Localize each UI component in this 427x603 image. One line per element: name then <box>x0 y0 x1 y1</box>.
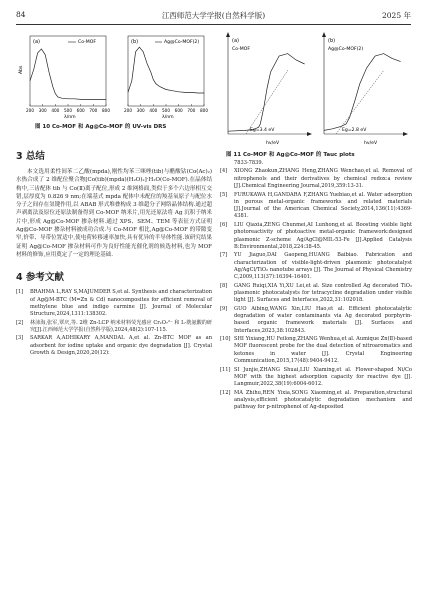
reference-text: MA Zhihu,REN Yixia,SONG Xiaoming,et al. Preparation,structural analysis,efficient photocatalytic degradation mechanism and pathway for p-nitrophenol of Ag-deposited <box>234 389 412 411</box>
reference-text: FURUKAWA H,GANDARA F,ZHANG Yuebiao,et al. Water adsorption in porous metal-organic frameworks and related materials [J].Journal of the American Chemical Society,2014,136(11):4369-4381. <box>234 191 412 220</box>
running-header <box>0 10 427 24</box>
reference-number: [6] <box>220 221 228 228</box>
reference-item <box>220 367 412 389</box>
fig11-panel-b <box>322 32 408 146</box>
fig11a-label: (a) <box>232 38 239 44</box>
fig10b-label: (b) <box>131 39 139 45</box>
fig11a-xlabel: hv/eV <box>266 141 280 146</box>
reference-number: [11] <box>220 366 231 373</box>
reference-item <box>220 160 412 167</box>
fig11b-xlabel: hv/eV <box>364 141 378 146</box>
reference-number: [12] <box>220 389 231 396</box>
fig10b-xlabel: λ/nm <box>162 115 174 120</box>
page-number: 84 <box>16 10 26 19</box>
reference-text: XIONG Zhaokun,ZHANG Heng,ZHANG Wenchao,et al. Removal of nitrophenols and their derivatives by chemical redox:a review [J].Chemical Engineering Journal,2019,359:13-31. <box>234 168 412 190</box>
x-tick-label: 700 <box>89 108 98 113</box>
reference-text: LIU Qiaxia,ZENG Chunmei,AI Lunhong,et al. Boosting visible light photoreactivity of photoactive metal-organic framework:designed plasmonic Z-scheme Ag/AgCl@MIL-53-Fe [J].Applied Catalysis B:Environmental,2018,224:38-45. <box>234 221 412 250</box>
fig10-caption: 图 10 Co-MOF 和 Ag@Co-MOF 的 UV-vis DRS <box>35 124 167 130</box>
x-tick-label: 200 <box>124 108 132 113</box>
x-tick-label: 500 <box>162 108 170 113</box>
reference-text: SI Junjie,ZHANG Shuai,LIU Xiaming,et al. Flower-shaped Ni/Co MOF with the highest adsorption capacity for reactive dye [J]. Langmuir,2022,38(19):6004-6012. <box>234 366 412 388</box>
x-tick-label: 200 <box>26 108 34 113</box>
reference-item <box>220 192 412 221</box>
reference-item <box>220 222 412 251</box>
x-tick-label: 300 <box>38 108 47 113</box>
fig11b-eg: Eg=2.8 eV <box>342 128 367 133</box>
fig10a-xlabel: λ/nm <box>64 115 76 120</box>
fig10a-ylabel: Abs <box>19 65 24 74</box>
section-4-title: 4 参考文献 <box>16 272 64 284</box>
year: 2025 年 <box>382 11 411 20</box>
x-tick-label: 400 <box>149 108 158 113</box>
x-tick-label: 600 <box>76 108 85 113</box>
x-tick-label: 600 <box>174 108 183 113</box>
reference-text: YU Jiaguo,DAI Gaopeng,HUANG Baibiao. Fabrication and characterization of visible-light-driven plasmonic photocatalyst Ag/AgCl/TiO₂ nanotube arrays [J]. The Journal of Physical Chemistry C,2009,113(37):16394-16401. <box>234 252 412 281</box>
reference-number: [9] <box>220 305 228 312</box>
reference-text: BRAHMA L,RAY S,MAJUMDER S,et al. Synthesis and characterization of Ag@M-BTC (M=Zn & Cd) nanocomposites for efficient removal of methylene blue and indigo carmine [J]. Journal of Molecular Structure,2024,1311:138302. <box>30 289 212 318</box>
left-reference-list <box>16 289 212 357</box>
section-3-title: 3 总结 <box>16 151 45 162</box>
reference-item <box>220 252 412 281</box>
reference-number: [4] <box>220 168 228 175</box>
reference-number: [10] <box>220 336 231 343</box>
reference-text: 林沛海,张军,覃庆,等. 2维 Zn-LCP 纳米材料荧光感应 Cr₂O₇²⁻ 和 L-胱氨酸的研究[J].江西师范大学学报(自然科学版),2024,48(2):107-115. <box>30 319 212 333</box>
reference-item <box>16 320 212 335</box>
fig10a-legend: Co-MOF <box>78 40 96 45</box>
figure-10 <box>16 32 211 120</box>
journal-name: 江西师范大学学报(自然科学版) <box>161 11 266 20</box>
reference-item <box>16 335 212 357</box>
fig10b-legend: Ag@Co-MOF(2) <box>164 40 200 45</box>
reference-number: [8] <box>220 282 228 289</box>
x-tick-label: 300 <box>136 108 145 113</box>
reference-item <box>16 289 212 318</box>
x-tick-label: 700 <box>187 108 196 113</box>
reference-text: GUO Aibing,WANG Xin,LIU Hao,et al. Efficient photocatalytic degradation of water contaminants via Ag decorated porphyrin-based organic framework materials [J]. Surfaces and Interfaces,2023,38:102843. <box>234 305 412 334</box>
fig11b-label: (b) <box>328 38 336 44</box>
reference-item <box>220 168 412 190</box>
reference-number: [3] <box>16 335 24 342</box>
reference-text: SARKAR A,ADHIKARY A,MANDAL A,et al. Zn-BTC MOF as an adsorbent for iodine uptake and organic dye degradation [J]. Crystal Growth & Design,2020,20(12): <box>30 335 212 357</box>
reference-text: SHI Yixiang,HU Feilong,ZHANG Wenhua,et al. Aumique Zn(Ⅱ)-based MOF fluorescent probe for the dual detection of nitroaromatics and ketones in water [J]. Crystal Engineering Communication,2015,17(48):9404-9412. <box>234 336 412 365</box>
figure-11 <box>218 30 413 150</box>
fig11a-legend: Co-MOF <box>232 47 250 52</box>
x-tick-label: 800 <box>200 108 208 113</box>
header-rule <box>16 24 411 25</box>
reference-number: [5] <box>220 191 228 198</box>
reference-item <box>220 306 412 335</box>
fig10-panel-b <box>124 36 208 120</box>
reference-item <box>220 283 412 305</box>
x-tick-label: 800 <box>102 108 110 113</box>
fig10a-curve <box>30 49 106 100</box>
reference-text: 7833-7839. <box>234 160 264 166</box>
fig11-caption: 图 11 Co-MOF 和 Ag@Co-MOF 的 Tauc plots <box>226 152 355 158</box>
fig10a-label: (a) <box>33 39 40 45</box>
reference-number: [1] <box>16 289 24 296</box>
fig11b-curve <box>324 54 401 131</box>
section-3-text: 本文选用柔性间苯二乙酸(mpda),刚性均苯三咪唑(tib)与醋酸钴(Co(Ac)₂)水热合成了 2 维配位聚合物[Co(tib)(mpda)(H₂O)₂]·H₂O(Co-MOF).在晶体结构中,三齿配体 tib 与 Co(Ⅱ)离子配位,形成 2 维网格面,类似于多个六边形相互交错,层厚度为 0.826 9 nm;在端基式 mpda 配体中未配位的羧基氧原子与配位水分子之间存在氢键作用,以 ABAB 形式堆叠构成 3 维超分子网络晶体结构.通过超声剥离法及原位还原法制备得到 Co-MOF 纳米片,用光还原法将 Ag 沉积于纳米片中,形成 Ag@Co-MOF 掺杂材料.通过 XPS、SEM、TEM 等表征方式证明 Ag@Co-MOF 掺杂材料被成功合成.与 Co-MOF 相比,Ag@Co-MOF 的带隙变窄,价带、导带位置适中,使电荷转移速率加快,具有优异的半导体性能.该研究结果证明 Ag@Co-MOF 掺杂材料可作为良好性能光催化剂的候选材料,也为 MOF 材料的修饰,应用奠定了一定的理论基础. <box>16 169 212 258</box>
reference-number: [2] <box>16 319 24 326</box>
right-reference-list <box>220 160 412 413</box>
fig11a-eg: Eg=3.4 eV <box>250 128 275 133</box>
fig10b-curve <box>128 47 204 93</box>
fig10-panel-a <box>18 36 110 120</box>
fig11b-legend: Ag@Co-MOF(2) <box>328 47 364 52</box>
fig11a-curve <box>228 54 305 132</box>
fig11-panel-a <box>226 32 312 146</box>
left-column <box>16 140 212 359</box>
reference-item <box>220 336 412 365</box>
reference-item <box>220 390 412 412</box>
reference-number: [7] <box>220 252 228 259</box>
reference-text: GANG Ruiqi,XIA Yi,XU Lei,et al. Size controlled Ag decorated TiO₂ plasmonic photocatalysts for tetracycline degradation under visible light [J]. Surfaces and Interfaces,2022,31:102018. <box>234 282 412 304</box>
x-tick-label: 400 <box>51 108 60 113</box>
x-tick-label: 500 <box>64 108 72 113</box>
